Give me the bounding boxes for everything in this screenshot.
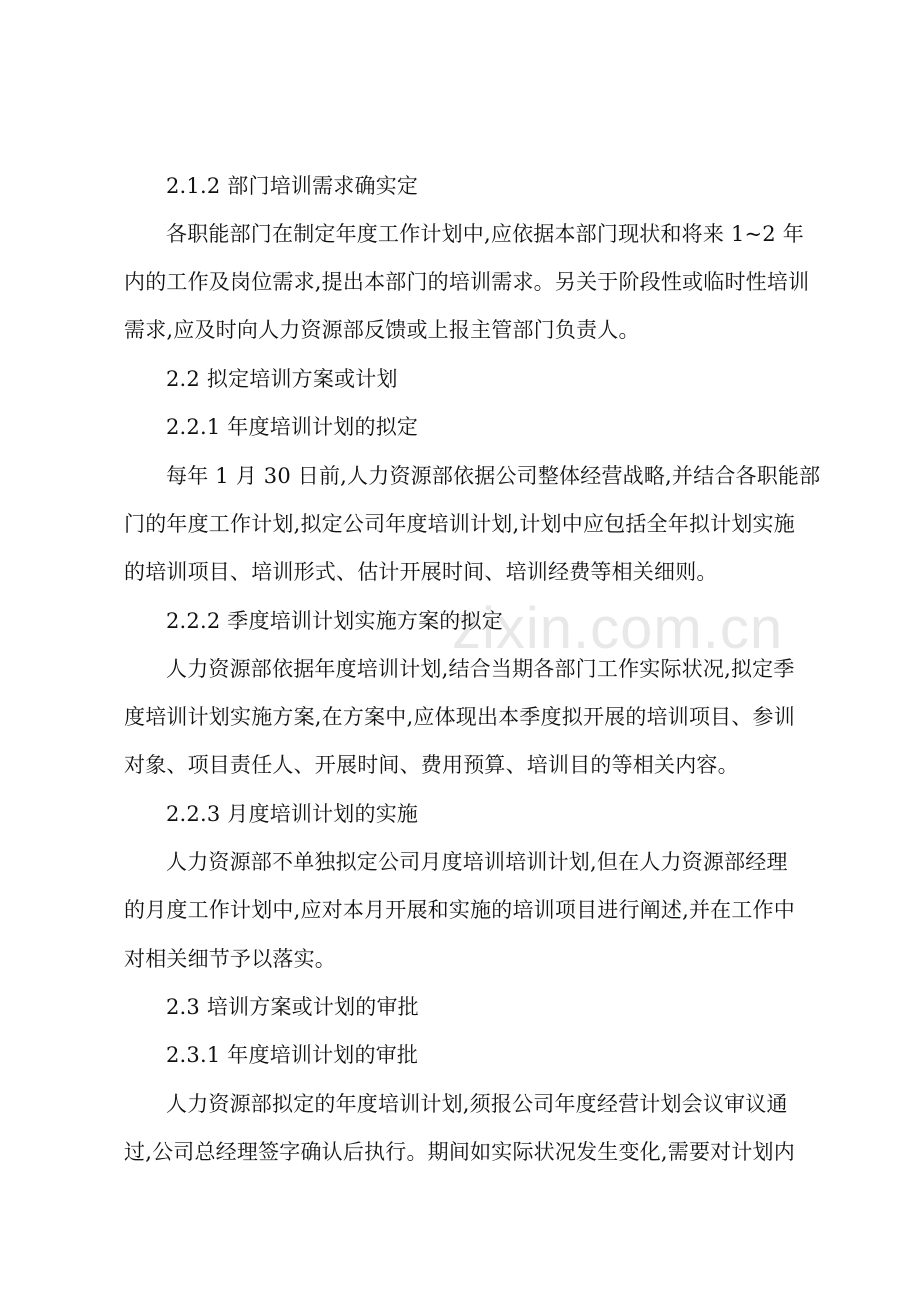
- paragraph-line: 对相关细节予以落实。: [124, 947, 336, 971]
- paragraph-line: 每年 1 月 30 日前,人力资源部依据公司整体经营战略,并结合各职能部: [166, 464, 821, 488]
- paragraph-line: 人力资源部拟定的年度培训计划,须报公司年度经营计划会议审议通: [166, 1092, 788, 1116]
- paragraph-line: 各职能部门在制定年度工作计划中,应依据本部门现状和将来 1~2 年: [166, 222, 804, 246]
- heading-2-3-1: 2.3.1 年度培训计划的审批: [166, 1043, 419, 1067]
- heading-2-2-2: 2.2.2 季度培训计划实施方案的拟定: [166, 609, 503, 633]
- heading-2-2-1: 2.2.1 年度培训计划的拟定: [166, 415, 419, 439]
- paragraph-line: 内的工作及岗位需求,提出本部门的培训需求。另关于阶段性或临时性培训: [124, 270, 810, 294]
- heading-2-1-2: 2.1.2 部门培训需求确实定: [166, 174, 419, 198]
- paragraph-line: 过,公司总经理签字确认后执行。期间如实际状况发生变化,需要对计划内: [124, 1140, 795, 1164]
- paragraph-line: 对象、项目责任人、开展时间、费用预算、培训目的等相关内容。: [124, 753, 739, 777]
- paragraph-line: 度培训计划实施方案,在方案中,应体现出本季度拟开展的培训项目、参训: [124, 705, 795, 729]
- paragraph-line: 人力资源部依据年度培训计划,结合当期各部门工作实际状况,拟定季: [166, 657, 795, 681]
- heading-2-2-3: 2.2.3 月度培训计划的实施: [166, 802, 419, 826]
- heading-2-3: 2.3 培训方案或计划的审批: [166, 995, 419, 1019]
- paragraph-line: 的月度工作计划中,应对本月开展和实施的培训项目进行阐述,并在工作中: [124, 898, 795, 922]
- paragraph-line: 门的年度工作计划,拟定公司年度培训计划,计划中应包括全年拟计划实施: [124, 512, 795, 536]
- paragraph-line: 需求,应及时向人力资源部反馈或上报主管部门负责人。: [124, 318, 640, 342]
- paragraph-line: 的培训项目、培训形式、估计开展时间、培训经费等相关细则。: [124, 560, 718, 584]
- heading-2-2: 2.2 拟定培训方案或计划: [166, 367, 398, 391]
- watermark: zixin.com.cn: [452, 596, 784, 661]
- paragraph-line: 人力资源部不单独拟定公司月度培训培训计划,但在人力资源部经理: [166, 850, 788, 874]
